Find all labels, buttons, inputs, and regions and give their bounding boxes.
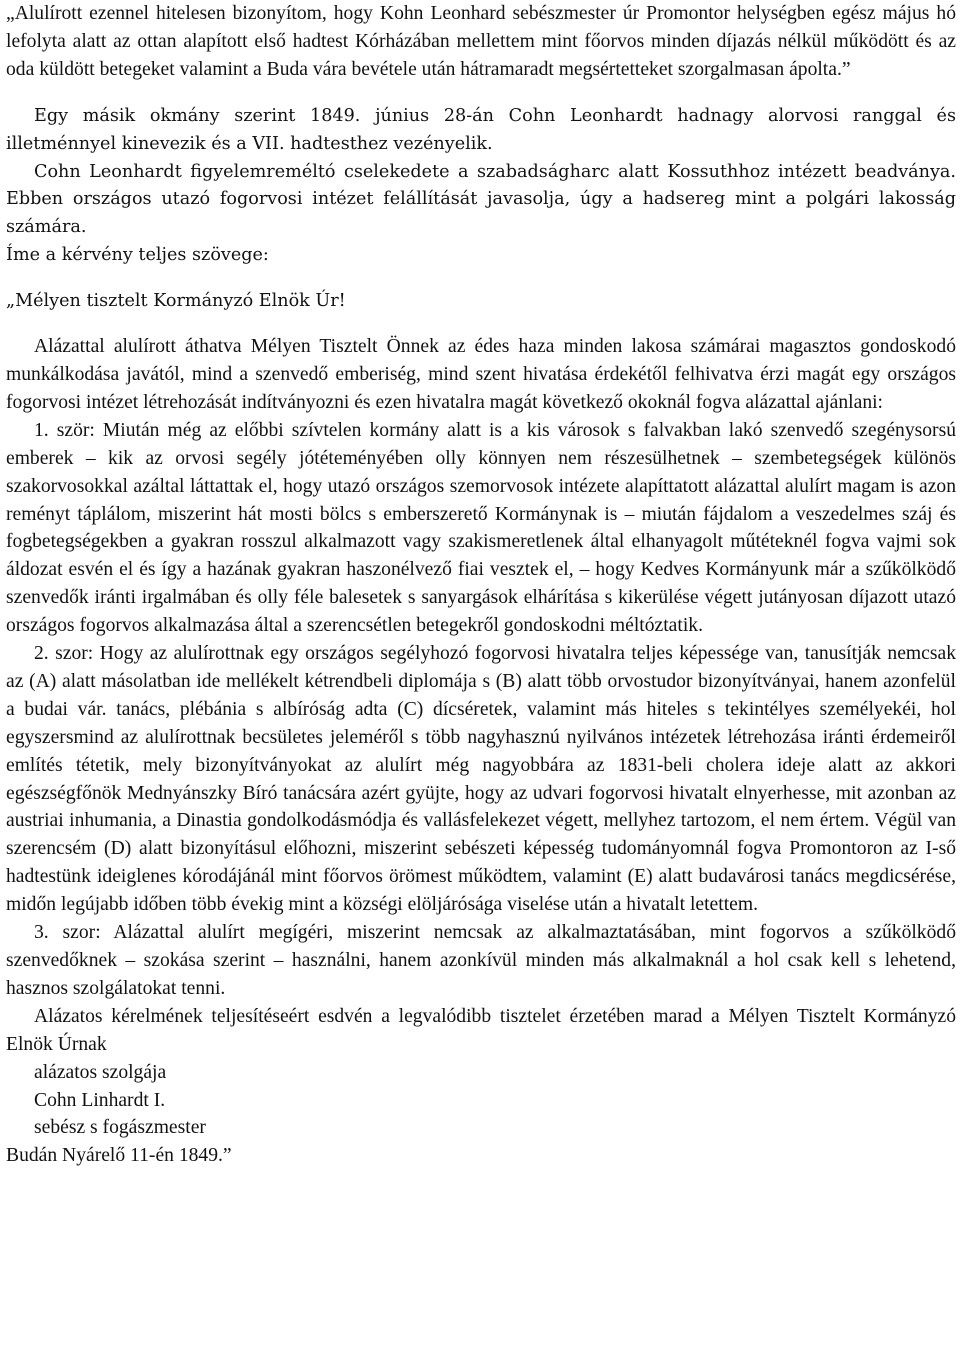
point-2: 2. szor: Hogy az alulírottnak egy országos segélyhozó fogorvosi hivatalra teljes képessége van, tanusítják nemcsak az (A) alatt másolatban ide mellékelt kétrendbeli diplomája s (B) alatt több orvostudor bizonyítványai, hanem azonfelül a budai vár. tanács, plébánia s albíróság adta (C) dícséretek, valamint más hiteles s tekintélyes személyekéi, hol egyszersmind az alulírottnak becsületes jeleméről s több nagyhasznú nyilvános intézetek létrehozása iránti érdemeiről említés tétetik, mely bizonyítványokat az alulírt még nagyobbára az 1831-beli cholera ideje alatt az akkori egészségfőnök Mednyánszky Bíró tanácsára azért gyüjte, hogy az udvari fogorvosi hivatalt elnyerhesse, mit azonban az austriai inhumania, a Dinastia gondolkodásmódja és vallásfelekezet végett, mellyhez tartozom, el nem értem. Végül van szerencsém (D) alatt bizonyításul előhozni, miszerint sebészeti képesség tudományomnál fogva Promontoron az I-ső hadtestünk ideiglenes kórodájánál mint főorvos örömest működtem, valamint (E) alatt budavárosi tanács megdicsérése, midőn legújabb időben több évekig mint a községi elöljárósága viselése után a hivatalt letettem. [6, 643, 956, 916]
document-page [6, 0, 956, 1170]
point-3: 3. szor: Alázattal alulírt megígéri, miszerint nemcsak az alkalmaztatásában, mint fogorvos a szűkölködő szenvedőknek – szokása szerint – használni, hanem azonkívül minden más alkalmaknál a hol csak kell s lehetend, hasznos szolgálatokat tenni. [6, 922, 956, 999]
paragraph-alazattal: Alázattal alulírott áthatva Mélyen Tisztelt Önnek az édes haza minden lakosa számárai magasztos gondoskodó munkálkodása javától, mind a szenvedő emberiség, mind szent hivatása érdekétől felhivatva érzi magát egy országos fogorvosi intézet létrehozását indítványozni és ezen hivatalra magát következő okoknál fogva alázattal ajánlani: [6, 336, 956, 413]
signature-line-1: alázatos szolgája [34, 1061, 167, 1083]
paragraph-petition-text-intro: Íme a kérvény teljes szövege: [6, 245, 269, 266]
signature-title: sebész s fogászmester [34, 1117, 206, 1139]
paragraph-closing: Alázatos kérelmének teljesítéseért esdvén a legvalódibb tisztelet érzetében marad a Mélyen Tisztelt Kormányzó Elnök Úrnak [6, 1005, 956, 1055]
point-1: 1. ször: Miután még az előbbi szívtelen kormány alatt is a kis városok s falvakban lakó szenvedő szegénysorsú emberek – kik az orvosi segély jótéteményében olly könnyen nem részesülhetnek – szembetegségek különös szakorvosokkal azáltal láttattak el, hogy utazó országos szemorvosok intézete alapíttatott alázattal alulírt magam is azon reményt táplálom, miszerint hát mosti bölcs s emberszerető Kormánynak is – miután fájdalom a veszedelmes száj és fogbetegségekben a gyakran rosszul alkalmazott vagy szakismeretlenek által elhanyagolt műtéteknél fogva vajmi sok áldozat esvén el és így a hazának gyakran haszonélvező fiai vesztek el, – hogy Kedves Kormányunk már a szűkölködő szenvedők iránti irgalmában és olly féle balesetek s sanyargások elhárítása s kikerülése végett jutányosan díjazott utazó országos fogorvos alkalmazása által a szerencsétlen betegekről gondoskodni méltóztatik. [6, 419, 956, 637]
paragraph-cohn-petition: Cohn Leonhardt figyelemreméltó cselekedete a szabadságharc alatt Kossuthhoz intézett beadványa. Ebben országos utazó fogorvosi intézet felállítását javasolja, úgy a hadsereg mint a polgári lakosság számára. [6, 161, 956, 238]
paragraph-1849-appointment: Egy másik okmány szerint 1849. június 28-án Cohn Leonhardt hadnagy alorvosi ranggal és illetménnyel kinevezik és a VII. hadtesthez vezényelik. [6, 105, 956, 154]
date-line: Budán Nyárelő 11-én 1849.” [6, 1145, 232, 1167]
signature-name: Cohn Linhardt I. [34, 1089, 166, 1111]
quote-intro-paragraph: „Alulírott ezennel hitelesen bizonyítom, hogy Kohn Leonhard sebészmester úr Promontor helységben egész május hó lefolyta alatt az ottan alapított első hadtest Kórházában mellettem mint főorvos minden díjazás nélkül működött és az oda küldött betegeket valamint a Buda vára bevétele után hátramaradt megsértetteket szorgalmasan ápolta.” [6, 3, 956, 80]
salutation: „Mélyen tisztelt Kormányzó Elnök Úr! [6, 291, 346, 312]
